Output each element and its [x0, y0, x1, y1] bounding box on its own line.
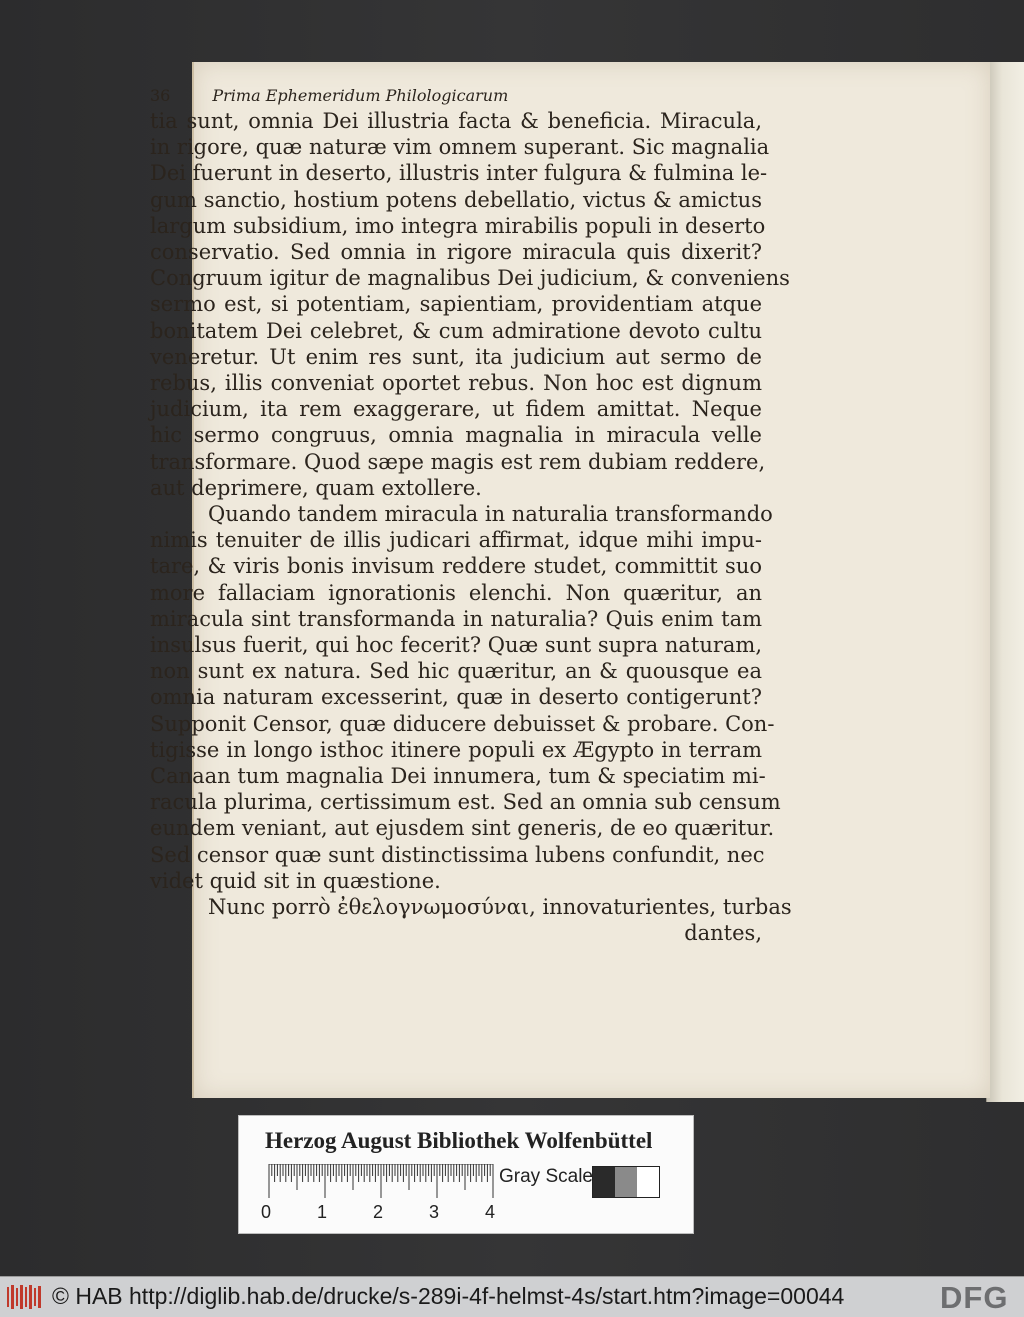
text-line: miracula sint transformanda in naturalia? Quis enim tam [150, 606, 762, 631]
dfg-logo: DFG [940, 1280, 1009, 1315]
text-lines [150, 108, 792, 947]
text-line: largum subsidium, imo integra mirabilis populi in deserto [150, 213, 766, 238]
text-line: rebus, illis conveniat oportet rebus. Non hoc est dignum [150, 371, 762, 396]
ruler-number: 3 [429, 1202, 440, 1222]
text-line: omnia naturam excesserint, quæ in deserto contigerunt? [150, 685, 762, 710]
gray-scale-swatch [592, 1166, 660, 1198]
library-name: Herzog August Bibliothek Wolfenbüttel [265, 1128, 653, 1153]
text-line: in rigore, quæ naturæ vim omnem superant. Sic magnalia [150, 135, 770, 160]
color-ruler-card [238, 1115, 694, 1234]
ruler-number: 1 [317, 1202, 328, 1222]
ruler-number: 2 [373, 1202, 384, 1222]
ruler-numbers [261, 1202, 521, 1224]
footer-bar [0, 1276, 1024, 1317]
text-line: gum sanctio, hostium potens debellatio, victus & amictus [150, 187, 762, 212]
text-line: Quando tandem miracula in naturalia transformando [208, 502, 773, 527]
text-line: transformare. Quod sæpe magis est rem dubiam reddere, [150, 449, 766, 474]
ruler-ticks [267, 1164, 507, 1204]
gray-scale-label: Gray Scale [499, 1166, 593, 1187]
text-line: Supponit Censor, quæ diducere debuisset & probare. Con- [150, 711, 775, 736]
running-title: Prima Ephemeridum Philologicarum [212, 86, 509, 105]
text-line: Canaan tum magnalia Dei innumera, tum & speciatim mi- [150, 764, 766, 789]
text-line: non sunt ex natura. Sed hic quæritur, an & quousque ea [150, 659, 762, 684]
text-line: racula plurima, certissimum est. Sed an omnia sub censum [150, 790, 781, 815]
text-line: aut deprimere, quam extollere. [150, 475, 482, 500]
footer-url: © HAB http://diglib.hab.de/drucke/s-289i-4f-helmst-4s/start.htm?image=00044 [52, 1283, 845, 1309]
running-head [150, 86, 762, 106]
text-line: more fallaciam ignorationis elenchi. Non quæritur, an [150, 580, 762, 605]
text-line: tare, & viris bonis invisum reddere studet, committit suo [150, 554, 762, 579]
text-line: veneretur. Ut enim res sunt, ita judicium aut sermo de [150, 344, 762, 369]
text-line: conservatio. Sed omnia in rigore miracula quis dixerit? [150, 240, 762, 265]
text-line: nimis tenuiter de illis judicari affirmat, idque mihi impu- [150, 528, 762, 553]
ruler-number: 0 [261, 1202, 272, 1222]
page-number: 36 [150, 86, 171, 105]
text-line: Nunc porrò ἐθελογνωμοσύναι, innovaturientes, turbas [208, 895, 792, 920]
text-line: sermo est, si potentiam, sapientiam, providentiam atque [150, 292, 762, 317]
gray-swatch [637, 1167, 659, 1197]
gray-swatch [615, 1167, 637, 1197]
text-line: judicium, ita rem exaggerare, ut fidem amittat. Neque [150, 397, 762, 422]
text-line: hic sermo congruus, omnia magnalia in miracula velle [150, 423, 762, 448]
gray-swatch [593, 1167, 615, 1197]
text-line: dantes, [684, 921, 762, 946]
page-text [150, 86, 792, 947]
text-line: videt quid sit in quæstione. [150, 868, 441, 893]
text-line: Dei fuerunt in deserto, illustris inter fulgura & fulmina le- [150, 161, 768, 186]
text-line: bonitatem Dei celebret, & cum admiratione devoto cultu [150, 318, 762, 343]
text-line: tigisse in longo isthoc itinere populi ex Ægypto in terram [150, 737, 762, 762]
text-line: insulsus fuerit, qui hoc fecerit? Quæ sunt supra naturam, [150, 633, 762, 658]
ruler-number: 4 [485, 1202, 496, 1222]
text-line: Sed censor quæ sunt distinctissima lubens confundit, nec [150, 842, 765, 867]
text-line: eundem veniant, aut ejusdem sint generis, de eo quæritur. [150, 816, 775, 841]
hab-barcode-logo-icon [6, 1283, 46, 1311]
text-line: Congruum igitur de magnalibus Dei judicium, & conveniens [150, 266, 790, 291]
text-line: tia sunt, omnia Dei illustria facta & beneficia. Miracula, [150, 109, 762, 133]
next-page-edge [986, 62, 1024, 1102]
